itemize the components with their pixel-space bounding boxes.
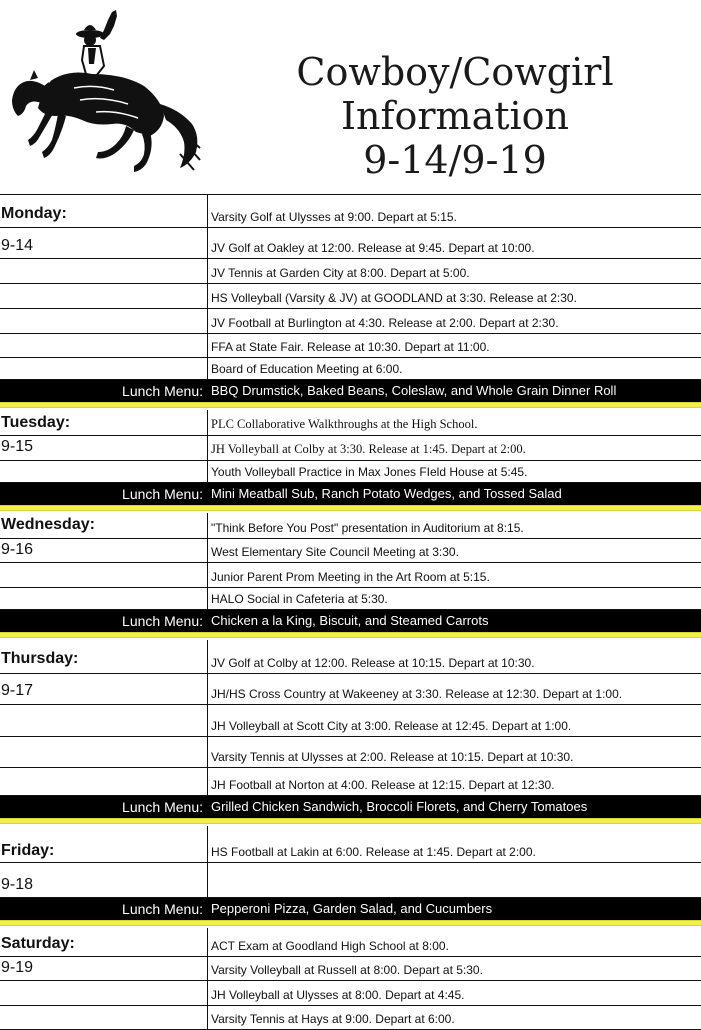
- lunch-menu-items: BBQ Drumstick, Baked Beans, Coleslaw, and Whole Grain Dinner Roll: [211, 383, 617, 398]
- event-text: JV Golf at Oakley at 12:00. Release at 9:45. Depart at 10:00.: [211, 241, 535, 255]
- lunch-menu-label: Lunch Menu:: [122, 613, 203, 629]
- title-line: Information: [340, 94, 570, 138]
- table-row: [0, 228, 701, 259]
- lunch-menu-bar: [0, 483, 701, 505]
- day-label: Monday:: [1, 205, 67, 222]
- event-text: JV Tennis at Garden City at 8:00. Depart at 5:00.: [211, 266, 470, 280]
- day-label: Thursday:: [1, 650, 79, 667]
- lunch-menu-bar: [0, 796, 701, 818]
- day-label: Saturday:: [1, 935, 75, 952]
- lunch-menu-bar: [0, 898, 701, 920]
- lunch-menu-bar: [0, 610, 701, 632]
- table-row: [0, 410, 701, 436]
- event-text: HS Football at Lakin at 6:00. Release at 1:45. Depart at 2:00.: [211, 845, 536, 859]
- event-text: JV Football at Burlington at 4:30. Release at 2:00. Depart at 2:30.: [211, 316, 559, 330]
- lunch-menu-label: Lunch Menu:: [122, 383, 203, 399]
- table-row: [0, 957, 701, 981]
- event-text: HALO Social in Cafeteria at 5:30.: [211, 592, 388, 606]
- event-text: Varsity Volleyball at Russell at 8:00. Depart at 5:30.: [211, 963, 483, 977]
- event-text: ACT Exam at Goodland High School at 8:00.: [211, 939, 449, 953]
- day-label: Friday:: [1, 842, 55, 859]
- table-row: [0, 334, 701, 358]
- event-text: Varsity Golf at Ulysses at 9:00. Depart at 5:15.: [211, 210, 457, 224]
- title-line: Cowboy/Cowgirl: [296, 50, 614, 94]
- lunch-menu-items: Chicken a la King, Biscuit, and Steamed Carrots: [211, 613, 489, 628]
- table-row: [0, 863, 701, 898]
- day-date: 9-14: [1, 237, 34, 254]
- table-row: [0, 284, 701, 309]
- highlight-divider: [0, 632, 701, 638]
- lunch-menu-label: Lunch Menu:: [122, 799, 203, 815]
- table-row: [0, 309, 701, 334]
- table-row: [0, 1006, 701, 1030]
- table-row: [0, 588, 701, 610]
- lunch-menu-items: Grilled Chicken Sandwich, Broccoli Florets, and Cherry Tomatoes: [211, 799, 588, 814]
- day-date: 9-17: [1, 682, 34, 699]
- event-text: Junior Parent Prom Meeting in the Art Room at 5:15.: [211, 570, 490, 584]
- table-row: [0, 436, 701, 461]
- table-row: [0, 928, 701, 957]
- table-row: [0, 705, 701, 737]
- table-row: [0, 640, 701, 674]
- event-text: JH/HS Cross Country at Wakeeney at 3:30. Release at 12:30. Depart at 1:00.: [211, 687, 623, 701]
- event-text: Varsity Tennis at Hays at 9:00. Depart at 6:00.: [211, 1012, 455, 1026]
- day-label: Tuesday:: [1, 414, 71, 431]
- highlight-divider: [0, 818, 701, 824]
- lunch-menu-items: Mini Meatball Sub, Ranch Potato Wedges, and Tossed Salad: [211, 486, 562, 501]
- table-row: [0, 981, 701, 1006]
- day-date: 9-16: [1, 541, 34, 558]
- title-line: 9-14/9-19: [363, 138, 547, 182]
- table-row: [0, 674, 701, 705]
- highlight-divider: [0, 920, 701, 926]
- day-label: Wednesday:: [1, 516, 95, 533]
- event-text: HS Volleyball (Varsity & JV) at GOODLAND at 3:30. Release at 2:30.: [211, 291, 577, 305]
- table-row: [0, 358, 701, 380]
- event-text: Varsity Tennis at Ulysses at 2:00. Release at 10:15. Depart at 10:30.: [211, 750, 574, 764]
- event-text: JH Volleyball at Ulysses at 8:00. Depart at 4:45.: [211, 988, 465, 1002]
- table-row: [0, 737, 701, 768]
- event-text: West Elementary Site Council Meeting at 3:30.: [211, 545, 459, 559]
- event-text: JH Football at Norton at 4:00. Release at 12:15. Depart at 12:30.: [211, 778, 555, 792]
- table-row: [0, 513, 701, 539]
- event-text: "Think Before You Post" presentation in Auditorium at 8:15.: [211, 521, 524, 535]
- event-text: JV Golf at Colby at 12:00. Release at 10:15. Depart at 10:30.: [211, 656, 535, 670]
- event-text: JH Volleyball at Scott City at 3:00. Release at 12:45. Depart at 1:00.: [211, 719, 572, 733]
- table-row: [0, 539, 701, 563]
- event-text: JH Volleyball at Colby at 3:30. Release at 1:45. Depart at 2:00.: [211, 442, 526, 456]
- highlight-divider: [0, 402, 701, 408]
- event-text: Board of Education Meeting at 6:00.: [211, 362, 403, 376]
- day-date: 9-18: [1, 876, 34, 893]
- table-row: [0, 826, 701, 863]
- table-row: [0, 768, 701, 796]
- lunch-menu-bar: [0, 380, 701, 402]
- lunch-menu-label: Lunch Menu:: [122, 486, 203, 502]
- table-row: [0, 195, 701, 228]
- day-date: 9-19: [1, 959, 34, 976]
- table-row: [0, 563, 701, 588]
- lunch-menu-label: Lunch Menu:: [122, 901, 203, 917]
- table-row: [0, 461, 701, 483]
- lunch-menu-items: Pepperoni Pizza, Garden Salad, and Cucumbers: [211, 901, 493, 916]
- highlight-divider: [0, 505, 701, 511]
- event-text: FFA at State Fair. Release at 10:30. Depart at 11:00.: [211, 340, 490, 354]
- table-row: [0, 259, 701, 284]
- day-date: 9-15: [1, 438, 34, 455]
- event-text: PLC Collaborative Walkthroughs at the High School.: [211, 417, 478, 431]
- event-text: Youth Volleyball Practice in Max Jones FIeld House at 5:45.: [211, 465, 528, 479]
